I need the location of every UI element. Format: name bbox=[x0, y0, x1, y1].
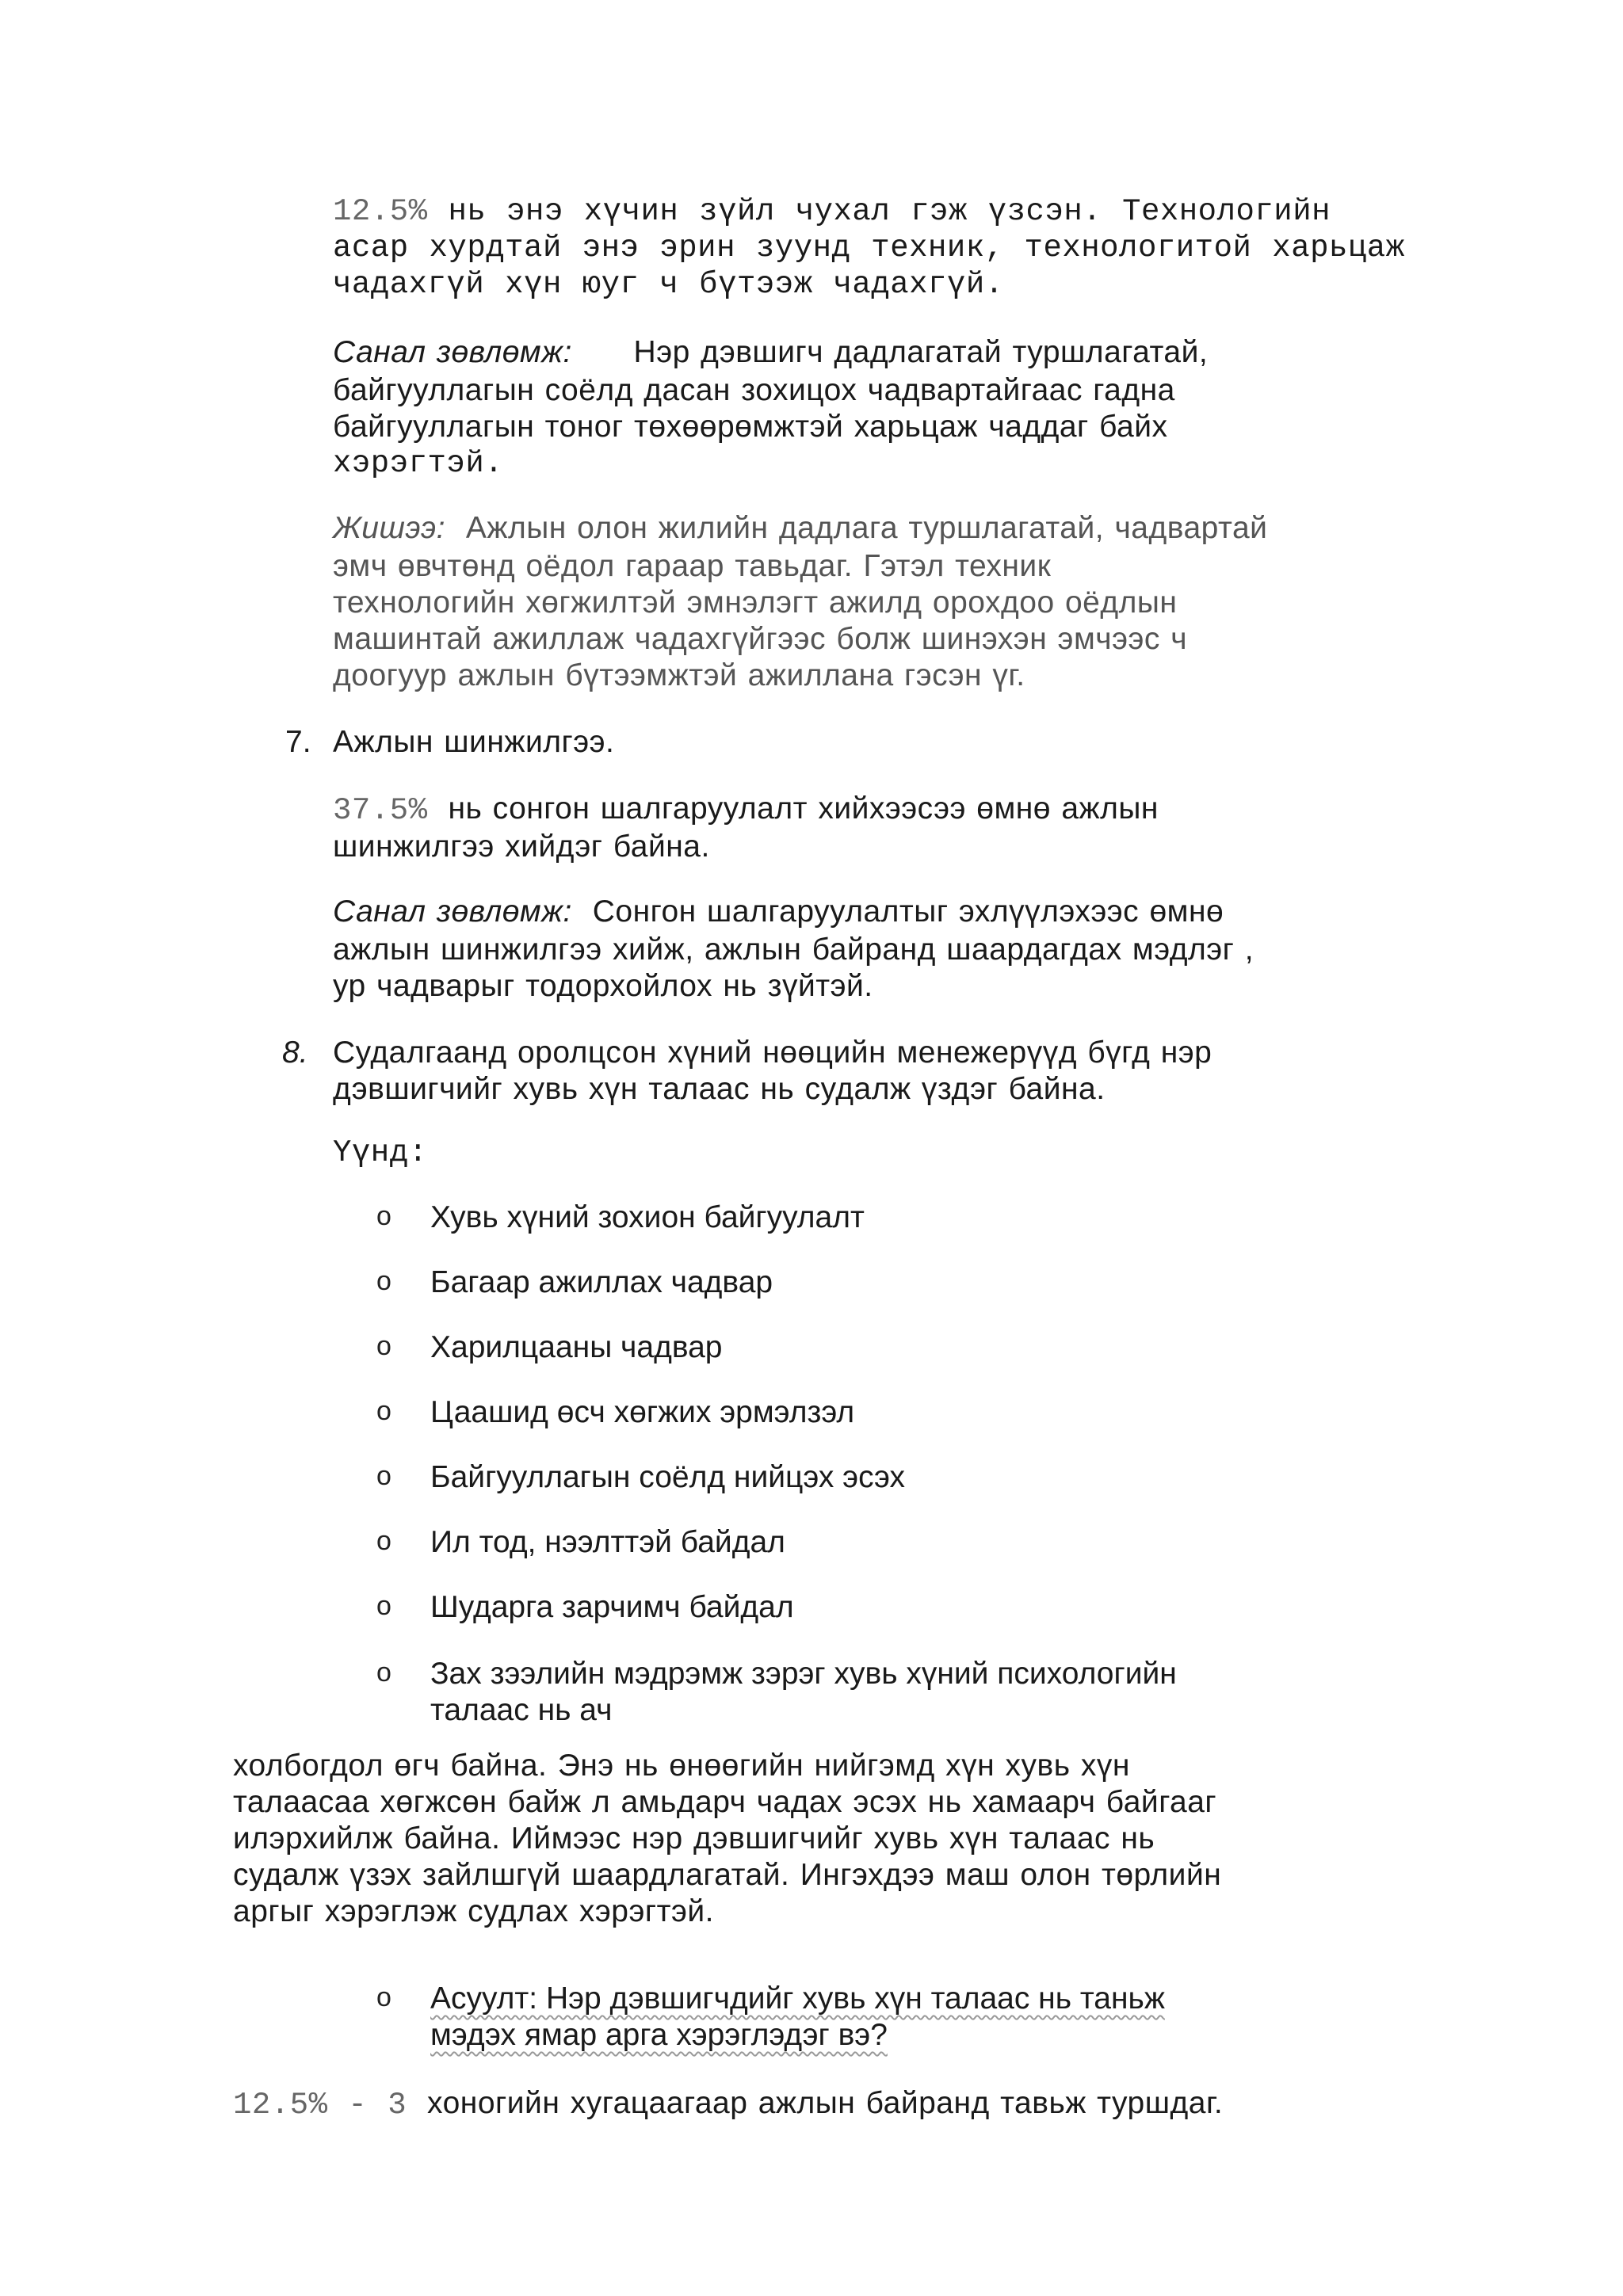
text-line: технологийн хөгжилтэй эмнэлэгт ажилд орохдоо оёдлын bbox=[333, 585, 1178, 620]
text-line bbox=[333, 193, 1436, 230]
bullet-text: Хувь хүний зохион байгуулалт bbox=[430, 1200, 865, 1234]
bullet-text: Багаар ажиллах чадвар bbox=[430, 1265, 773, 1299]
text-line: шинжилгээ хийдэг байна. bbox=[333, 830, 710, 864]
bullet-text: Ил тод, нээлттэй байдал bbox=[430, 1525, 785, 1559]
item-7-title: Ажлын шинжилгээ. bbox=[333, 725, 615, 759]
bullet-text: Шударга зарчимч байдал bbox=[430, 1590, 794, 1624]
text-span: нь сонгон шалгаруулалт хийхээсээ өмнө ажлын bbox=[448, 791, 1159, 826]
text-line: ажлын шинжилгээ хийж, ажлын байранд шаардагдах мэдлэг , bbox=[333, 933, 1254, 967]
bullet-icon: o bbox=[376, 1201, 391, 1231]
text-line: судалж үзэх зайлшгүй шаардлагатай. Ингэхдээ маш олон төрлийн bbox=[233, 1858, 1222, 1892]
text-line: илэрхийлж байна. Иймээс нэр дэвшигчийг хувь хүн талаас нь bbox=[233, 1821, 1155, 1855]
text-line bbox=[333, 894, 1436, 932]
paragraph-job-analysis bbox=[333, 791, 1436, 865]
bullet-item bbox=[376, 1656, 1438, 1729]
bullet-item bbox=[376, 1329, 1438, 1366]
percentage-value: 37.5% bbox=[333, 793, 428, 828]
paragraph-job-analysis-recommendation bbox=[333, 894, 1436, 1005]
bullet-icon: o bbox=[376, 1591, 391, 1621]
bullet-item bbox=[376, 1459, 1438, 1496]
paragraph-personality-importance bbox=[233, 1748, 1438, 1930]
item-8-text bbox=[333, 1035, 1436, 1108]
bullet-text-continued: талаас нь ач bbox=[430, 1693, 613, 1727]
example-label: Жишээ: bbox=[333, 511, 446, 545]
text-span: Ажлын олон жилийн дадлага туршлагатай, чадвартай bbox=[465, 511, 1268, 545]
text-line: байгууллагын соёлд дасан зохицох чадвартайгаас гадна bbox=[333, 373, 1175, 407]
bullet-item bbox=[376, 1589, 1438, 1626]
text-span: Сонгон шалгаруулалтыг эхлүүлэхээс өмнө bbox=[592, 894, 1224, 929]
text-line: асар хурдтай энэ эрин зуунд техник, технологитой харьцаж bbox=[333, 231, 1405, 265]
text-line: дэвшигчийг хувь хүн талаас нь судалж үздэг байна. bbox=[333, 1072, 1106, 1106]
recommendation-label: Санал зөвлөмж: bbox=[333, 894, 572, 929]
text-line: талаасаа хөгжсөн байж л амьдарч чадах эсэх нь хамаарч байгааг bbox=[233, 1785, 1217, 1819]
bullet-text: Зах зээлийн мэдрэмж зэрэг хувь хүний психологийн bbox=[430, 1657, 1177, 1691]
bullet-item bbox=[376, 1524, 1438, 1561]
text-line: аргыг хэрэглэж судлах хэрэгтэй. bbox=[233, 1894, 714, 1928]
answer-text: хоногийн хугацаагаар ажлын байранд тавьж туршдаг. bbox=[427, 2086, 1224, 2120]
answer-line bbox=[233, 2085, 1438, 2123]
bullet-icon: o bbox=[376, 1526, 391, 1556]
text-line: чадахгүй хүн юуг ч бүтээж чадахгүй. bbox=[333, 267, 1004, 302]
paragraph-technology-factor bbox=[333, 193, 1436, 303]
bullet-icon: o bbox=[376, 1657, 391, 1688]
question-bullet bbox=[376, 1981, 1438, 2054]
recommendation-label: Санал зөвлөмж: bbox=[333, 335, 572, 369]
text-span: Нэр дэвшигч дадлагатай туршлагатай, bbox=[633, 335, 1209, 369]
bullet-text: Цаашид өсч хөгжих эрмэлзэл bbox=[430, 1395, 855, 1429]
text-span: нь энэ хүчин зүйл чухал гэж үзсэн. Технологийн bbox=[448, 194, 1331, 229]
text-line: Судалгаанд оролцсон хүний нөөцийн менежерүүд бүгд нэр bbox=[333, 1035, 1212, 1070]
text-line: хэрэгтэй. bbox=[333, 446, 504, 481]
text-line: байгууллагын тоног төхөөрөмжтэй харьцаж чаддаг байх bbox=[333, 410, 1168, 444]
text-line bbox=[333, 791, 1436, 829]
list-number-7: 7. bbox=[285, 725, 311, 759]
question-text-continued: мэдэх ямар арга хэрэглэдэг вэ? bbox=[430, 2018, 888, 2052]
text-line: эмч өвчтөнд оёдол гараар тавьдаг. Гэтэл техник bbox=[333, 549, 1052, 583]
bullet-icon: o bbox=[376, 1266, 391, 1296]
percentage-value: 12.5% - 3 bbox=[233, 2088, 407, 2122]
bullet-item bbox=[376, 1264, 1438, 1301]
bullet-icon: o bbox=[376, 1396, 391, 1426]
bullet-item bbox=[376, 1394, 1438, 1431]
bullet-icon: o bbox=[376, 1982, 391, 2012]
reasons-label: Үүнд: bbox=[333, 1135, 428, 1170]
text-line: ур чадварыг тодорхойлох нь зүйтэй. bbox=[333, 969, 873, 1003]
question-text: Асуулт: Нэр дэвшигчдийг хувь хүн талаас нь таньж bbox=[430, 1981, 1165, 2016]
bullet-icon: o bbox=[376, 1461, 391, 1491]
bullet-icon: o bbox=[376, 1331, 391, 1361]
bullet-item bbox=[376, 1199, 1438, 1236]
bullet-text: Байгууллагын соёлд нийцэх эсэх bbox=[430, 1460, 905, 1494]
list-number-8: 8. bbox=[282, 1035, 308, 1070]
text-line: доогуур ажлын бүтээмжтэй ажиллана гэсэн үг. bbox=[333, 658, 1025, 692]
paragraph-recommendation bbox=[333, 334, 1436, 482]
bullet-text: Харилцааны чадвар bbox=[430, 1330, 723, 1364]
text-line bbox=[333, 334, 1436, 372]
percentage-value: 12.5% bbox=[333, 194, 428, 229]
paragraph-example bbox=[333, 510, 1436, 694]
text-line: холбогдол өгч байна. Энэ нь өнөөгийн нийгэмд хүн хувь хүн bbox=[233, 1749, 1130, 1783]
text-line: машинтай ажиллаж чадахгүйгээс болж шинэхэн эмчээс ч bbox=[333, 622, 1188, 656]
text-line bbox=[333, 510, 1436, 548]
